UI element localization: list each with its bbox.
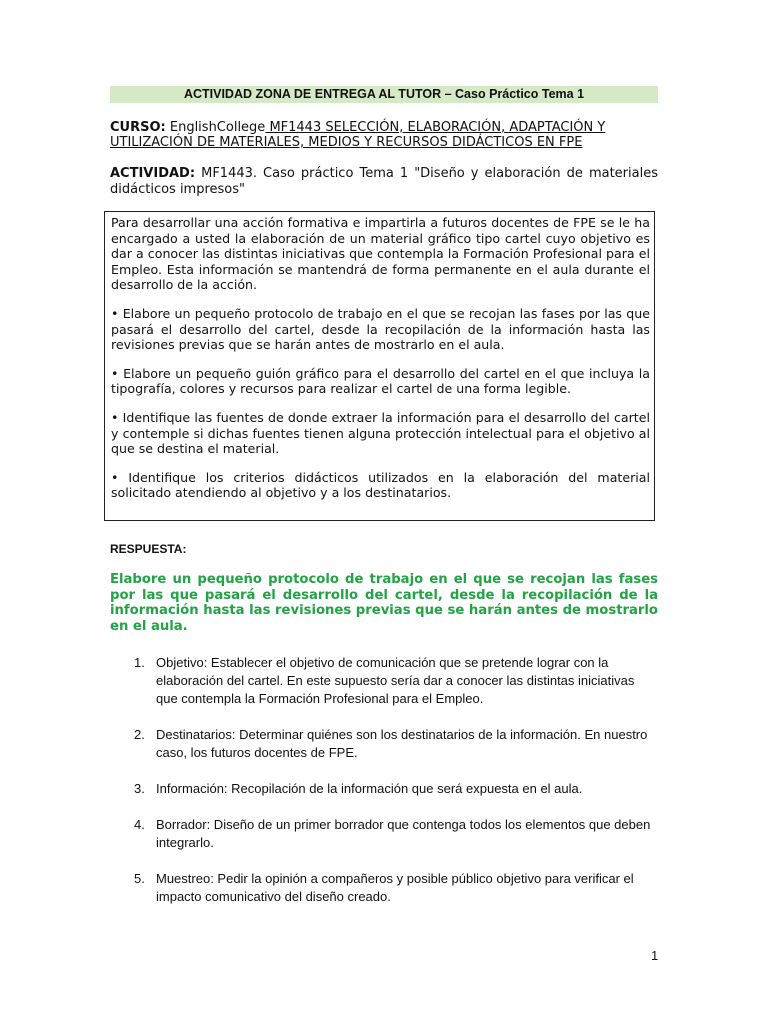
protocol-steps-list <box>110 654 658 924</box>
list-item-text: Borrador: Diseño de un primer borrador que contenga todos los elementos que deben integrarlo. <box>156 817 651 850</box>
list-item-text: Destinatarios: Determinar quiénes son los destinatarios de la información. En nuestro caso, los futuros docentes de FPE. <box>156 727 648 760</box>
list-item <box>110 816 658 852</box>
list-item <box>110 654 658 708</box>
list-item-number: 1. <box>134 655 145 670</box>
curso-school: EnglishCollege <box>165 120 266 135</box>
curso-label: CURSO: <box>110 120 166 135</box>
task-bullet-protocol: • Elabore un pequeño protocolo de trabajo en el que se recojan las fases por las que pasará el desarrollo del cartel, desde la recopilación de la información hasta las revisiones previas que se harán antes de mostrarlo en el aula. <box>111 305 650 353</box>
list-item-text: Objetivo: Establecer el objetivo de comunicación que se pretende lograr con la elaboración del cartel. En este supuesto sería dar a conocer las distintas iniciativas que contempla la Formación Profesional para el Empleo. <box>156 655 635 706</box>
list-item-number: 4. <box>134 817 145 832</box>
list-item <box>110 726 658 762</box>
answer-heading: Elabore un pequeño protocolo de trabajo en el que se recojan las fases por las que pasará el desarrollo del cartel, desde la recopilación de la información hasta las revisiones previas que se harán antes de mostrarlo en el aula. <box>110 572 658 634</box>
list-item-number: 2. <box>134 727 145 742</box>
task-bullet-fuentes: • Identifique las fuentes de donde extraer la información para el desarrollo del cartel y contemple si dichas fuentes tienen alguna protección intelectual para el objetivo al que se destina el material. <box>111 409 650 457</box>
list-item-number: 5. <box>134 871 145 886</box>
respuesta-label: RESPUESTA: <box>110 542 187 556</box>
actividad-label: ACTIVIDAD: <box>110 166 196 181</box>
task-paragraph-intro: Para desarrollar una acción formativa e impartirla a futuros docentes de FPE se le ha encargado a usted la elaboración de un material gráfico tipo cartel cuyo objetivo es dar a conocer las distintas iniciativas que contempla la Formación Profesional para el Empleo. Esta información se mantendrá de forma permanente en el aula durante el desarrollo de la acción. <box>111 215 650 293</box>
document-title: ACTIVIDAD ZONA DE ENTREGA AL TUTOR – Caso Práctico Tema 1 <box>110 86 658 103</box>
actividad-line <box>110 166 658 198</box>
list-item <box>110 870 658 906</box>
page-number: 1 <box>651 948 659 963</box>
curso-line <box>110 120 660 150</box>
list-item-text: Información: Recopilación de la información que será expuesta en el aula. <box>156 781 583 796</box>
task-bullet-criterios: • Identifique los criterios didácticos utilizados en la elaboración del material solicitado atendiendo al objetivo y a los destinatarios. <box>111 469 650 501</box>
list-item-number: 3. <box>134 781 145 796</box>
task-description-box <box>104 211 655 521</box>
curso-course-name: MF1443 SELECCIÓN, ELABORACIÓN, ADAPTACIÓN Y UTILIZACIÓN DE MATERIALES, MEDIOS Y RECURSOS DIDÁCTICOS EN FPE <box>110 120 606 150</box>
list-item <box>110 780 658 798</box>
list-item-text: Muestreo: Pedir la opinión a compañeros y posible público objetivo para verificar el impacto comunicativo del diseño creado. <box>156 871 634 904</box>
task-bullet-guion: • Elabore un pequeño guión gráfico para el desarrollo del cartel en el que incluya la tipografía, colores y recursos para realizar el cartel de una forma legible. <box>111 365 650 397</box>
actividad-text: MF1443. Caso práctico Tema 1 "Diseño y elaboración de materiales didácticos impresos" <box>110 166 658 197</box>
